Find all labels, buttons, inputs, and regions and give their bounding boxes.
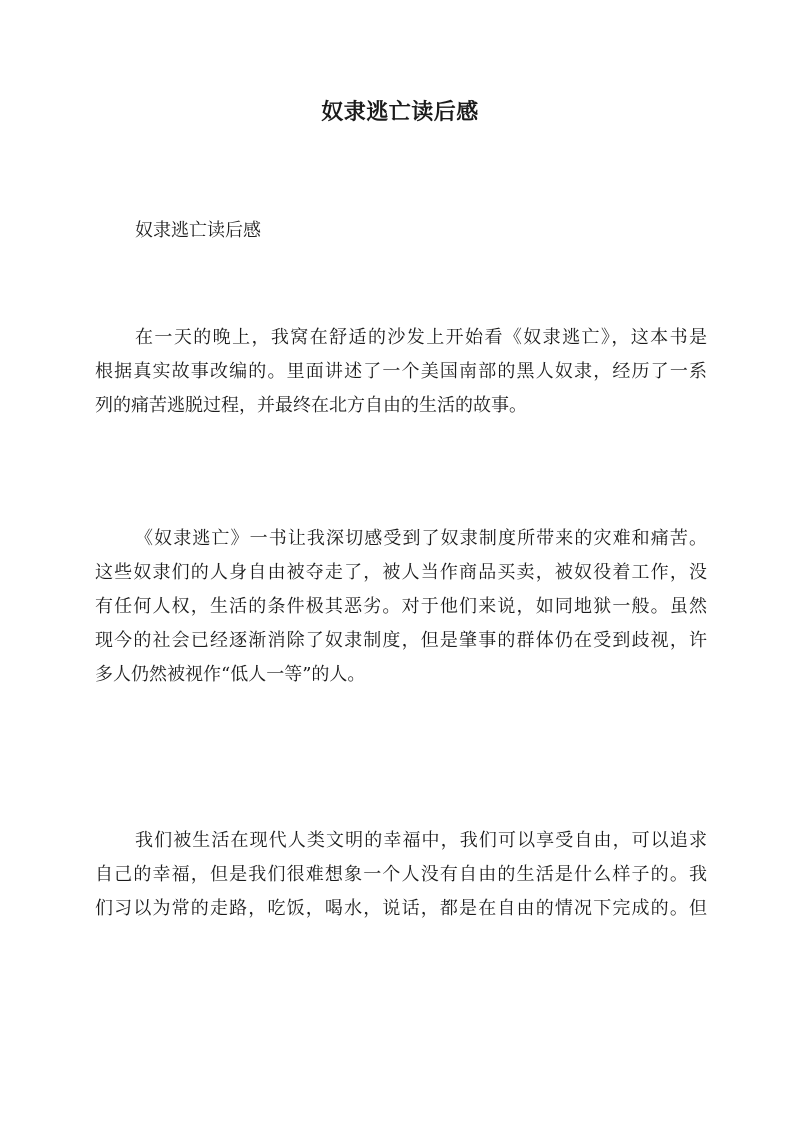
paragraph-line: 根据真实故事改编的。里面讲述了一个美国南部的黑人奴隶，经历了一系 (95, 361, 707, 382)
paragraph-line: 有任何人权，生活的条件极其恶劣。对于他们来说，如同地狱一般。虽然 (95, 596, 707, 617)
paragraph-line: 这些奴隶们的人身自由被夺走了，被人当作商品买卖，被奴役着工作，没 (95, 562, 707, 583)
paragraph-line: 现今的社会已经逐渐消除了奴隶制度，但是肇事的群体仍在受到歧视，许 (95, 630, 707, 651)
paragraph-line: 自己的幸福，但是我们很难想象一个人没有自由的生活是什么样子的。我 (95, 864, 707, 885)
paragraph-line: 我们被生活在现代人类文明的幸福中，我们可以享受自由，可以追求 (135, 830, 707, 851)
paragraph-line: 《奴隶逃亡》一书让我深切感受到了奴隶制度所带来的灾难和痛苦。 (135, 528, 707, 549)
paragraph-3 (95, 824, 707, 926)
paragraph-line: 们习以为常的走路，吃饭，喝水，说话，都是在自由的情况下完成的。但 (95, 898, 707, 919)
paragraph-line: 列的痛苦逃脱过程，并最终在北方自由的生活的故事。 (95, 395, 527, 416)
paragraph-line: 多人仍然被视作“低人一等”的人。 (95, 664, 366, 685)
document-title: 奴隶逃亡读后感 (321, 99, 479, 125)
paragraph-line: 在一天的晚上，我窝在舒适的沙发上开始看《奴隶逃亡》，这本书是 (135, 327, 707, 348)
document-subtitle: 奴隶逃亡读后感 (135, 220, 261, 241)
paragraph-1 (95, 321, 707, 423)
paragraph-2 (95, 522, 707, 692)
